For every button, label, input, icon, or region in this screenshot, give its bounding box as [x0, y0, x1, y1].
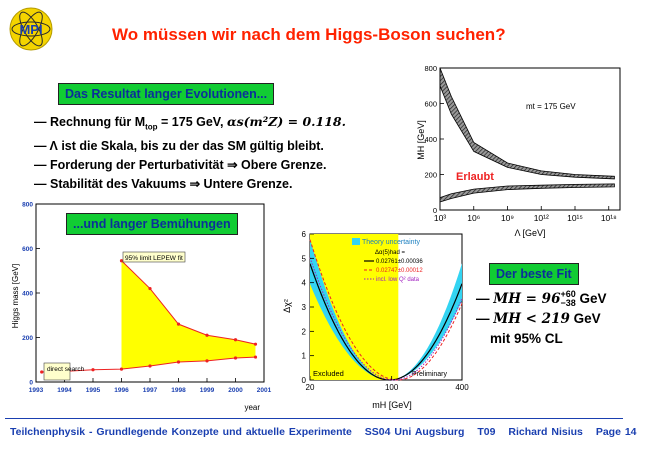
- legend-theory: Theory uncertainty: [362, 239, 420, 246]
- data-point: [177, 360, 180, 363]
- history-ylabel: Higgs mass [GeV]: [11, 263, 20, 329]
- footer-page: Page 14: [595, 426, 637, 438]
- data-point: [205, 359, 208, 362]
- fit-result-1: [476, 289, 607, 309]
- fit-result-2: [476, 309, 607, 329]
- effort-box: ...und langer Bemühungen: [66, 213, 238, 235]
- logo-text: MPI: [19, 22, 43, 37]
- y-tick-label: 200: [424, 170, 437, 180]
- data-point: [234, 356, 237, 359]
- bullet-math: αs(m²Z) = 0.118.: [226, 114, 346, 129]
- bullet-text: = 175 GeV,: [157, 115, 227, 129]
- fit-results: [476, 289, 607, 348]
- footer-term: SS04 Uni Augsburg: [364, 426, 465, 438]
- chi2-chart: [282, 226, 469, 416]
- y-tick-label: 800: [424, 64, 437, 73]
- fit-dash: —: [476, 311, 490, 326]
- evolution-box: Das Resultat langer Evolutionen...: [58, 83, 274, 105]
- y-tick-label: 600: [424, 99, 437, 109]
- fit-result-3: mit 95% CL: [490, 331, 563, 346]
- history-xlabel: year: [244, 403, 260, 412]
- data-point: [120, 259, 123, 262]
- fit-err-up: +60: [560, 289, 576, 300]
- fit-math: MH = 96: [493, 291, 561, 307]
- x-tick-label: 10¹⁸: [600, 213, 617, 223]
- lambda-ylabel: MH [GeV]: [416, 120, 426, 160]
- x-tick-label: 100: [384, 383, 399, 392]
- slide-title: Wo müssen wir nach dem Higgs-Boson suchen?: [112, 25, 506, 44]
- x-tick-label: 1997: [142, 387, 158, 394]
- fit-err-down: −38: [560, 298, 576, 309]
- legend-delta-alpha: Δα(5)had =: [375, 250, 405, 256]
- chi2-ylabel: Δχ²: [282, 299, 292, 313]
- bullet-1: [34, 112, 346, 137]
- x-tick-label: 10¹²: [533, 213, 549, 223]
- footer-course: Teilchenphysik - Grundlegende Konzepte und aktuelle Experimente: [10, 426, 352, 438]
- data-point: [91, 368, 94, 371]
- y-tick-label: 0: [29, 379, 33, 387]
- y-tick-label: 200: [22, 335, 33, 342]
- mpi-logo: [8, 6, 54, 52]
- legend-val-1: 0.02761±0.00036: [376, 259, 423, 265]
- y-tick-label: 2: [301, 327, 306, 337]
- bullet-dash: —: [34, 138, 47, 153]
- bullet-list: [34, 112, 346, 194]
- y-tick-label: 400: [424, 135, 437, 144]
- x-tick-label: 1994: [57, 387, 72, 394]
- legend-val-3: incl. low Q² data: [376, 277, 420, 283]
- x-tick-label: 1998: [171, 387, 186, 394]
- bullet-4: [34, 175, 346, 194]
- bullet-2: [34, 137, 346, 156]
- mt-label: mt = 175 GeV: [526, 102, 576, 111]
- bullet-text: Stabilität des Vakuums ⇒ Untere Grenze.: [49, 176, 293, 191]
- best-fit-box: Der beste Fit: [489, 263, 579, 285]
- fit-dash: —: [476, 291, 490, 306]
- x-tick-label: 10¹⁵: [567, 213, 583, 223]
- data-point: [148, 287, 151, 290]
- y-tick-label: 600: [22, 246, 33, 253]
- legend-band-swatch: [352, 238, 360, 245]
- fit-errors: [560, 290, 575, 308]
- bullet-dash: —: [34, 176, 47, 191]
- y-tick-label: 1: [301, 351, 306, 361]
- preliminary-label: Preliminary: [412, 371, 448, 378]
- footer-divider: [5, 418, 623, 419]
- bullet-text: Forderung der Perturbativität ⇒ Obere Grenze.: [49, 157, 327, 172]
- direct-search-label: direct search: [47, 366, 85, 373]
- fit-math: MH < 219: [493, 311, 570, 327]
- footer-talk: T09: [477, 426, 496, 438]
- data-point: [148, 364, 151, 367]
- data-point: [234, 338, 237, 341]
- y-tick-label: 4: [301, 278, 306, 288]
- bullet-text: Λ ist die Skala, bis zu der das SM gültig bleibt.: [49, 138, 324, 153]
- x-tick-label: 1999: [199, 387, 215, 394]
- x-tick-label: 20: [305, 383, 315, 392]
- data-point: [177, 323, 180, 326]
- excluded-label: Excluded: [313, 369, 344, 378]
- x-tick-label: 2001: [256, 387, 272, 394]
- bullet-3: [34, 156, 346, 175]
- data-point: [120, 367, 123, 370]
- data-point: [40, 370, 43, 373]
- x-tick-label: 400: [455, 383, 469, 392]
- y-tick-label: 0: [301, 376, 306, 385]
- x-tick-label: 10⁶: [467, 213, 481, 223]
- bullet-dash: —: [34, 157, 47, 172]
- x-tick-label: 1993: [28, 387, 44, 394]
- fit-unit: GeV: [575, 291, 607, 306]
- x-tick-label: 10⁹: [500, 213, 515, 223]
- lambda-chart: [416, 62, 628, 242]
- bullet-text: Rechnung für M: [49, 115, 146, 129]
- bullet-sub: top: [145, 122, 158, 132]
- x-tick-label: 10³: [433, 213, 447, 223]
- x-tick-label: 1995: [85, 387, 101, 394]
- data-point: [254, 355, 257, 358]
- legend-val-2: 0.02747±0.00012: [376, 268, 423, 274]
- y-tick-label: 6: [301, 230, 306, 239]
- bullet-dash: —: [34, 115, 47, 129]
- x-tick-label: 2000: [228, 387, 243, 394]
- allowed-label: Erlaubt: [456, 171, 494, 183]
- fit-unit: GeV: [569, 311, 601, 326]
- footer-author: Richard Nisius: [508, 426, 583, 438]
- lambda-xlabel: Λ [GeV]: [514, 228, 546, 238]
- y-tick-label: 0: [432, 206, 437, 215]
- y-tick-label: 3: [301, 303, 306, 312]
- chi2-xlabel: mH [GeV]: [372, 400, 412, 410]
- y-tick-label: 5: [301, 254, 306, 264]
- lepew-label: 95% limit LEPEW fit: [125, 255, 183, 262]
- data-point: [254, 343, 257, 346]
- footer: [10, 426, 646, 438]
- x-tick-label: 1996: [114, 387, 129, 394]
- y-tick-label: 400: [22, 290, 33, 298]
- y-tick-label: 800: [22, 201, 33, 209]
- data-point: [205, 334, 208, 337]
